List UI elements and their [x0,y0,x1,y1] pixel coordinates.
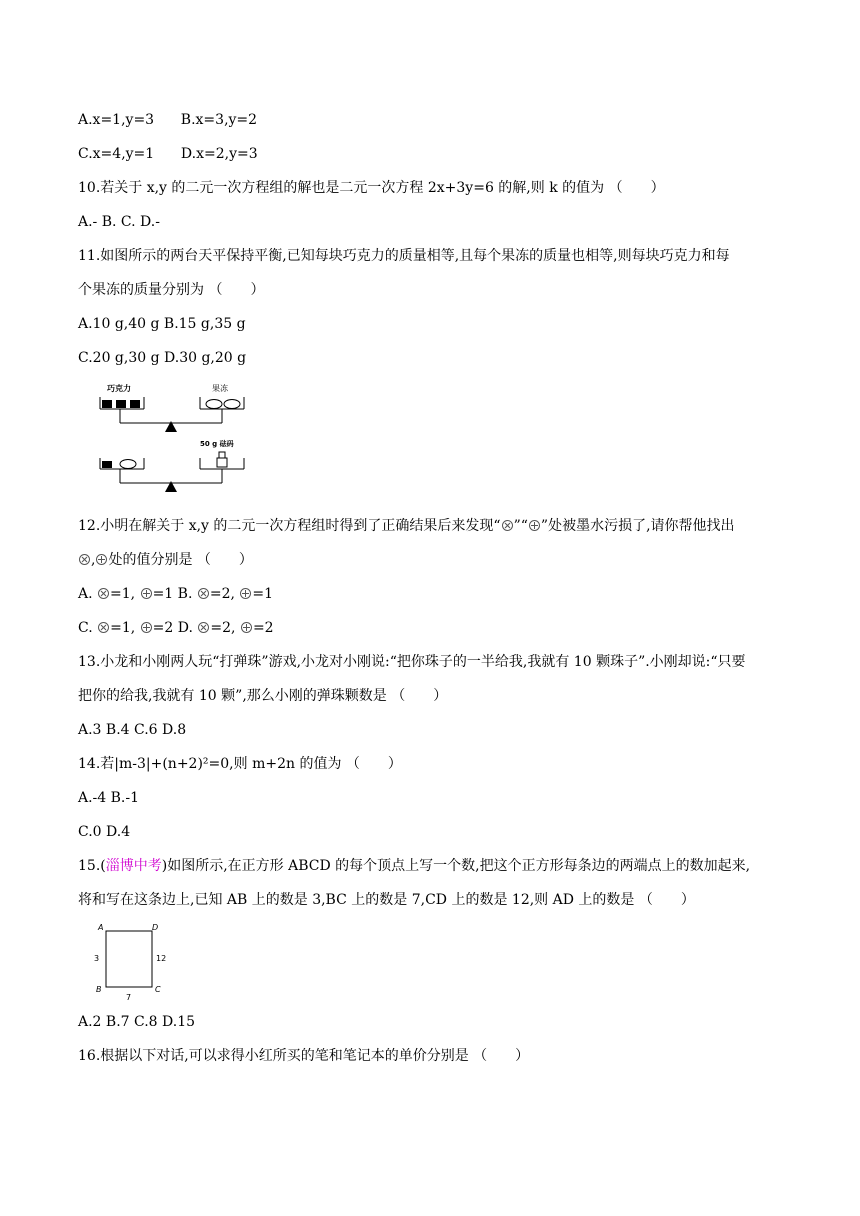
q9-options-row2 [78,144,258,164]
q14-stem: 14.若|m-3|+(n+2)²=0,则 m+2n 的值为 （ ） [78,756,402,772]
square-abcd [106,931,152,987]
edge-ab-value: 3 [94,954,100,963]
plus-circle-icon [96,554,107,565]
q12-stem-part-a: 12.小明在解关于 x,y 的二元一次方程组时得到了正确结果后来发现“ [78,518,501,534]
jelly-1 [206,400,222,409]
q12-opt-d-val2: =2 [252,620,274,636]
chocolate-block-2 [116,400,126,408]
q12-opt-c-label: C. [78,620,98,636]
q12-stem-part-b: ”“ [513,518,528,534]
q12-opt-d-val1: =2, [210,620,240,636]
vertex-c: C [155,985,161,994]
q9-option-a: A.x=1,y=3 [78,112,155,128]
q12-opt-a-val2: =1 B. [152,586,197,602]
q10-stem: 10.若关于 x,y 的二元一次方程组的解也是二元一次方程 2x+3y=6 的解,则 k 的值为 （ ） [78,180,665,196]
edge-cd-value: 12 [156,954,167,963]
q11-stem-line2: 个果冻的质量分别为 （ ） [78,282,265,298]
q12-opt-b-val2: =1 [252,586,274,602]
q16-stem: 16.根据以下对话,可以求得小红所买的笔和笔记本的单价分别是 （ ） [78,1048,530,1064]
vertex-a: A [98,923,104,932]
weight-label: 50 g 砝码 [200,440,234,448]
chocolate-block-1 [102,400,112,408]
q12-options-ab [78,584,273,604]
plus-circle-icon [240,588,251,599]
chocolate-block-3 [130,400,140,408]
q15-source: 淄博中考 [105,858,162,874]
cross-circle-icon [98,588,109,599]
q15-number: 15.( [78,858,106,874]
q9-option-c: C.x=4,y=1 [78,146,155,162]
q12-opt-c-val1: =1, [110,620,140,636]
weight-block [217,458,227,467]
cross-circle-icon [79,554,90,565]
q14-options-ab: A.-4 B.-1 [78,790,140,806]
q13-stem-line2: 把你的给我,我就有 10 颗”,那么小刚的弹珠颗数是 （ ） [78,688,448,704]
square-abcd-figure [88,920,178,1002]
jelly-label: 果冻 [212,384,228,393]
plus-circle-icon [141,622,152,633]
vertex-b: B [96,985,102,994]
jelly-2 [224,400,240,409]
q12-opt-b-val1: =2, [209,586,240,602]
q15-stem-rest: )如图所示,在正方形 ABCD 的每个顶点上写一个数,把这个正方形每条边的两端点上的数加起来, [161,858,751,874]
q15-stem-line2: 将和写在这条边上,已知 AB 上的数是 3,BC 上的数是 7,CD 上的数是 12,则 AD 上的数是 （ ） [78,892,695,908]
q11-stem-line1: 11.如图所示的两台天平保持平衡,已知每块巧克力的质量相等,且每个果冻的质量也相等,则每块巧克力和每 [78,248,730,264]
chocolate-block-4 [102,461,112,468]
q13-stem-line1: 13.小龙和小刚两人玩“打弹珠”游戏,小龙对小刚说:“把你珠子的一半给我,我就有 10 颗珠子”.小刚却说:“只要 [78,654,746,670]
balance-figure [90,380,260,500]
q9-option-d: D.x=2,y=3 [180,146,258,162]
cross-circle-icon [198,622,209,633]
edge-bc-value: 7 [126,993,132,1002]
q13-options: A.3 B.4 C.6 D.8 [78,722,187,738]
q9-option-b: B.x=3,y=2 [180,112,258,128]
q10-options: A.- B. C. D.- [78,214,160,230]
q12-stem-part-c: ”处被墨水污损了,请你帮他找出 [540,518,735,534]
q12-opt-a-label: A. [78,586,98,602]
plus-circle-icon [529,520,540,531]
q15-options: A.2 B.7 C.8 D.15 [78,1014,196,1030]
q12-options-cd [78,618,274,638]
q11-options-ab: A.10 g,40 g B.15 g,35 g [78,316,246,332]
chocolate-label: 巧克力 [107,384,131,393]
plus-circle-icon [241,622,252,633]
q14-options-cd: C.0 D.4 [78,824,131,840]
q12-opt-c-val2: =2 D. [152,620,198,636]
q9-options-row1 [78,110,257,130]
q11-options-cd: C.20 g,30 g D.30 g,20 g [78,350,247,366]
vertex-d: D [152,923,159,932]
q12-opt-a-val1: =1, [110,586,140,602]
q12-stem-line1 [78,516,735,536]
cross-circle-icon [98,622,109,633]
q15-stem-line1 [78,856,750,876]
plus-circle-icon [141,588,152,599]
q12-stem-part-d: 处的值分别是 （ ） [108,552,253,568]
jelly-3 [120,460,136,469]
q12-stem-line2: , 处的值分别是 （ ） [78,550,253,570]
cross-circle-icon [198,588,209,599]
cross-circle-icon [502,520,513,531]
